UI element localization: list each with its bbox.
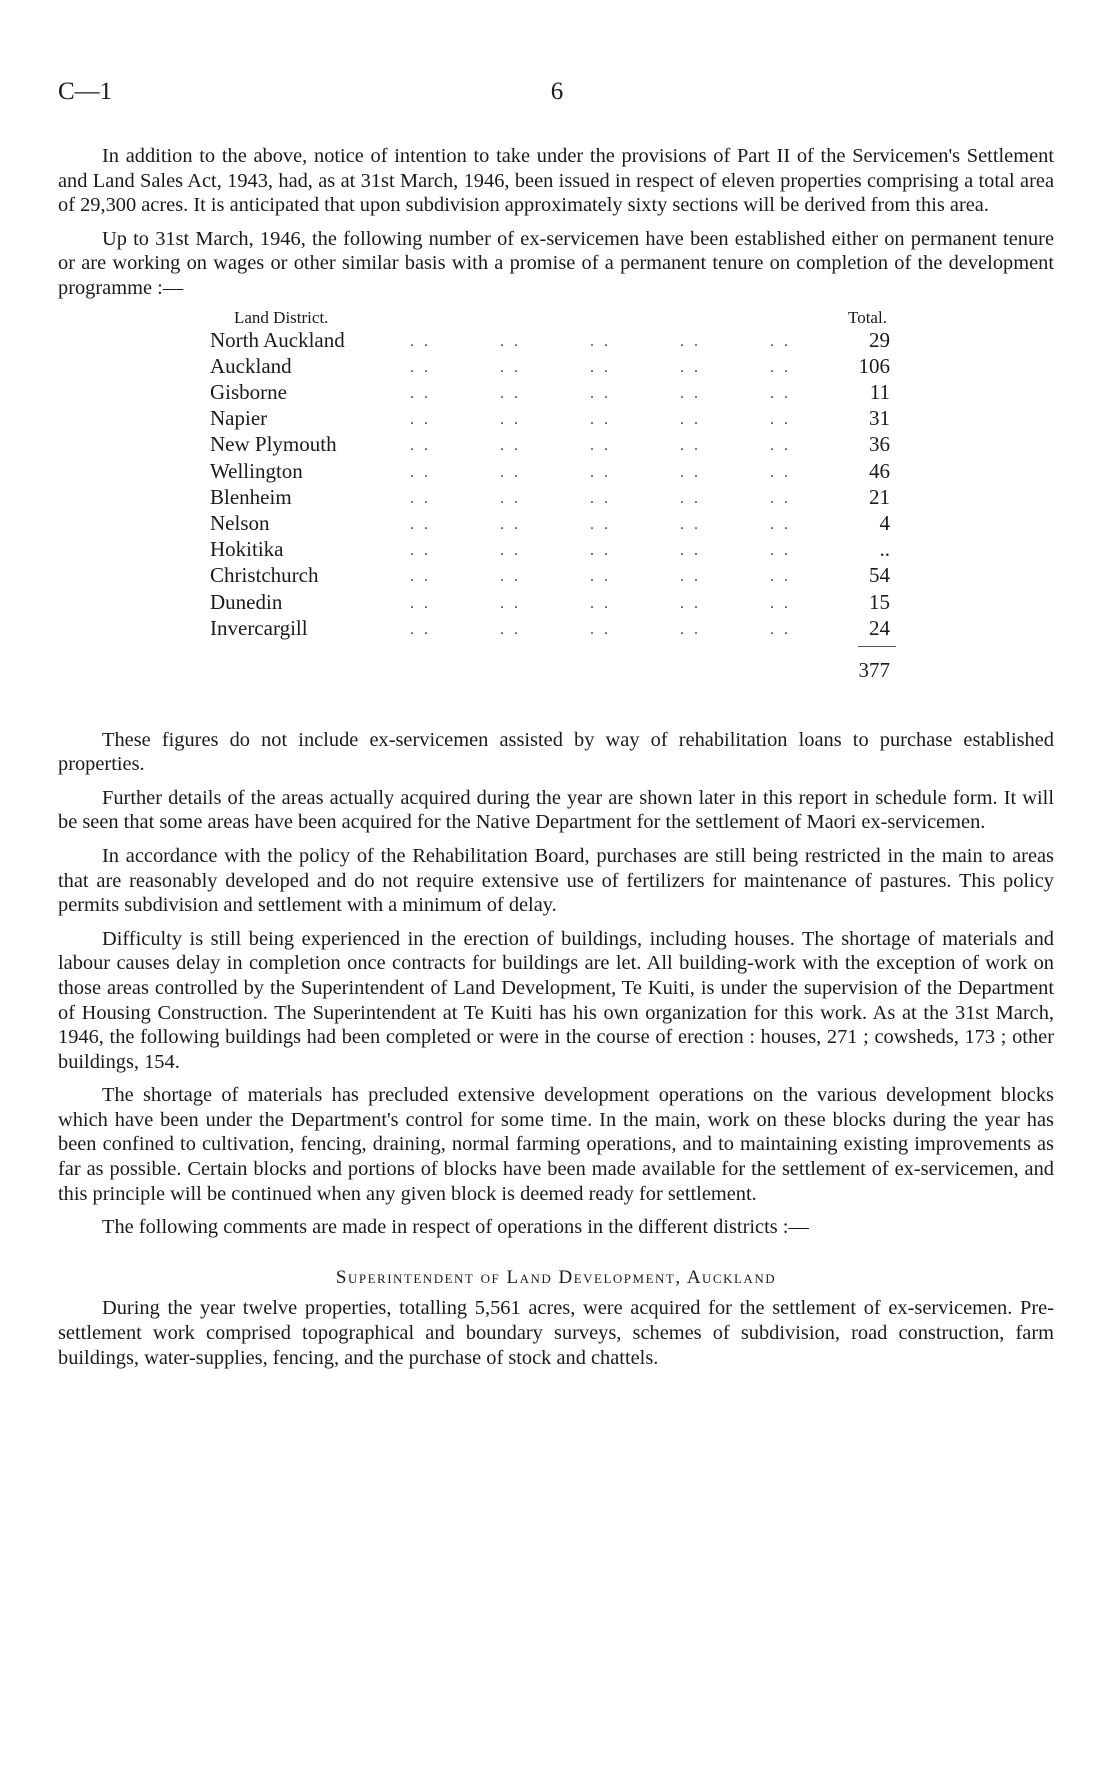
district-total: 46 xyxy=(869,458,890,483)
paragraph: In accordance with the policy of the Rehabilitation Board, purchases are still being restricted in the main to areas that are reasonably developed and do not require extensive use of fertilizers for maintenance of pastures. This policy permits subdivision and settlement with a minimum of delay. xyxy=(58,844,1054,917)
document-code: C—1 xyxy=(58,78,113,105)
paragraph: These figures do not include ex-servicemen assisted by way of rehabilitation loans to purchase established properties. xyxy=(58,728,1054,776)
paragraph: The shortage of materials has precluded extensive development operations on the various development blocks which have been under the Department's control for some time. In the main, work on these blocks during the year has been confined to cultivation, fencing, draining, normal farming operations, and to maintaining existing improvements as far as possible. Certain blocks and portions of blocks have been made available for the settlement of ex-servicemen, and this principle will be continued when any given block is deemed ready for settlement. xyxy=(58,1084,1054,1205)
district-total: .. xyxy=(879,537,890,562)
district-total: 54 xyxy=(869,563,890,588)
table-row: Auckland . . . . . . . . . . 106 xyxy=(210,353,890,378)
grand-total: 377 xyxy=(858,657,890,682)
paragraph: The following comments are made in respect of operations in the different districts :— xyxy=(102,1216,809,1239)
table-row: Blenheim . . . . . . . . . . 21 xyxy=(210,484,890,509)
district-total: 11 xyxy=(869,379,890,404)
district-total: 24 xyxy=(869,615,890,640)
table-row: Gisborne . . . . . . . . . . 11 xyxy=(210,379,890,404)
district-total: 29 xyxy=(869,327,890,352)
district-table xyxy=(58,306,1054,724)
paragraph: Up to 31st March, 1946, the following number of ex-servicemen have been established either on permanent tenure or are working on wages or other similar basis with a promise of a permanent tenure on completion of the development programme :— xyxy=(58,227,1054,299)
district-name: Auckland xyxy=(210,353,292,378)
table-row: North Auckland . . . . . . . . . . 29 xyxy=(210,327,890,352)
district-name: New Plymouth xyxy=(210,432,337,457)
table-row: New Plymouth . . . . . . . . . . 36 xyxy=(210,432,890,457)
table-row: Christchurch . . . . . . . . . . 54 xyxy=(210,563,890,588)
district-name: Gisborne xyxy=(210,379,287,404)
column-header-total: Total. xyxy=(848,307,887,327)
table-row: Invercargill . . . . . . . . . . 24 xyxy=(210,615,890,640)
page-number: 6 xyxy=(550,78,564,105)
district-total: 106 xyxy=(858,353,890,378)
district-name: Hokitika xyxy=(210,537,284,562)
table-row: Nelson . . . . . . . . . . 4 xyxy=(210,510,890,535)
table-row: Hokitika . . . . . . . . . . .. xyxy=(210,537,890,562)
district-total: 15 xyxy=(869,589,890,614)
district-name: Napier xyxy=(210,406,268,431)
paragraph: In addition to the above, notice of intention to take under the provisions of Part II of the Servicemen's Settlement and Land Sales Act, 1943, had, as at 31st March, 1946, been issued in respect of eleven properties comprising a total area of 29,300 acres. It is anticipated that upon subdivision approximately sixty sections will be derived from this area. xyxy=(58,145,1054,217)
district-total: 21 xyxy=(869,484,890,509)
district-name: Blenheim xyxy=(210,484,292,509)
district-name: Wellington xyxy=(210,458,303,483)
district-total: 36 xyxy=(869,432,890,457)
district-name: North Auckland xyxy=(210,327,345,352)
district-name: Invercargill xyxy=(210,615,308,640)
paragraph: Difficulty is still being experienced in the erection of buildings, including houses. The shortage of materials and labour causes delay in completion once contracts for buildings are let. All building-work with the exception of work on those areas controlled by the Superintendent of Land Development, Te Kuiti, is under the supervision of the Department of Housing Construction. The Superintendent at Te Kuiti has his own organization for this work. As at the 31st March, 1946, the following buildings had been completed or were in the course of erection : houses, 271 ; cowsheds, 173 ; other buildings, 154. xyxy=(58,927,1054,1073)
district-name: Dunedin xyxy=(210,589,283,614)
paragraph: Further details of the areas actually acquired during the year are shown later in this report in schedule form. It will be seen that some areas have been acquired for the Native Department for the settlement of Maori ex-servicemen. xyxy=(58,786,1054,834)
district-name: Christchurch xyxy=(210,563,319,588)
page-header xyxy=(58,78,1056,108)
table-row: Napier . . . . . . . . . . 31 xyxy=(210,406,890,431)
column-header-land-district: Land District. xyxy=(234,307,329,327)
district-name: Nelson xyxy=(210,510,270,535)
table-row: Dunedin . . . . . . . . . . 15 xyxy=(210,589,890,614)
district-total: 4 xyxy=(879,510,890,535)
document-body xyxy=(58,144,1054,1379)
total-rule xyxy=(858,646,896,647)
section-heading: Superintendent of Land Development, Auckland xyxy=(335,1266,777,1288)
district-total: 31 xyxy=(869,406,890,431)
paragraph: During the year twelve properties, totalling 5,561 acres, were acquired for the settlement of ex-servicemen. Pre-settlement work comprised topographical and boundary surveys, schemes of subdivision, road construction, farm buildings, water-supplies, fencing, and the purchase of stock and chattels. xyxy=(58,1297,1054,1369)
table-row: Wellington . . . . . . . . . . 46 xyxy=(210,458,890,483)
